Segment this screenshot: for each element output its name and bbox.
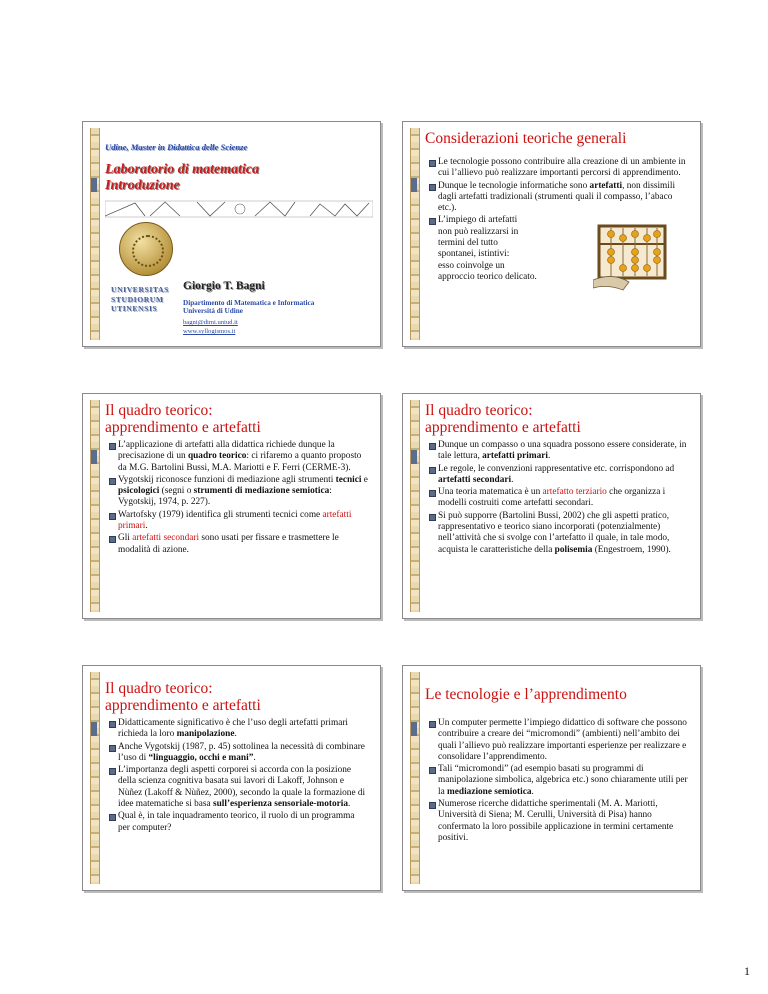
bullet-line: termini del tutto — [438, 238, 498, 249]
presentation-title — [105, 162, 259, 194]
bullet-item: Un computer permette l’impiego didattico di software che possono contribuire a creare dei “micromondi” (ambienti) nell’ambito dei quali l’allievo può realizzare importanti esperienze per realizzare e consolidare l’apprendimento. — [429, 718, 688, 763]
bullet-line: esso coinvolge un — [438, 260, 505, 271]
bullet-item: Didatticamente significativo è che l’uso degli artefatti primari richieda la loro manipolazione. — [109, 718, 368, 741]
univ-line-1: UNIVERSITAS — [111, 285, 169, 294]
slide-title: Il quadro teorico: apprendimento e artefatti — [425, 402, 581, 436]
bullet-list — [429, 440, 688, 557]
geometric-sketch-strip — [105, 200, 373, 218]
email-link[interactable]: bagni@dimi.uniud.it — [183, 319, 238, 326]
slide-considerazioni — [402, 121, 701, 347]
course-header: Udine, Master in Didattica delle Scienze — [105, 142, 248, 152]
page-number: 1 — [744, 964, 750, 978]
bullet-line: non può realizzarsi in — [438, 226, 519, 237]
title-line-1: Laboratorio di matematica — [105, 162, 259, 177]
bullet-item: L’applicazione di artefatti alla didattica richiede dunque la precisazione di un quadro teorico: ci rifaremo a quanto proposto da M.G. Bartolini Bussi, M.A. Mariotti e F. Ferri (CERME-3). — [109, 440, 368, 474]
bullet-item: Si può supporre (Bartolini Bussi, 2002) che gli aspetti pratico, rappresentativo e teorico siano incorporati (potenzialmente) nell’attività che si svolge con l’artefatto il quale, in tale modo, acquista le caratteristiche della polisemia (Engestroem, 1990). — [429, 511, 688, 556]
bullet-item: Una teoria matematica è un artefatto terziario che organizza i modelli costruiti come artefatti secondari. — [429, 487, 688, 510]
bullet-item: Dunque le tecnologie informatiche sono artefatti, non dissimili dagli artefatti tradizionali (strumenti quali il compasso, l’abaco etc.). — [429, 181, 688, 215]
website-link[interactable]: www.syllogismos.it — [183, 328, 236, 335]
bullet-list — [109, 440, 368, 557]
affiliation: Università di Udine — [183, 307, 243, 316]
bullet-item: Qual è, in tale inquadramento teorico, il ruolo di un programma per computer? — [109, 811, 368, 834]
bullet-line: L’impiego di artefatti — [438, 215, 518, 226]
slide-title: Le tecnologie e l’apprendimento — [425, 686, 627, 703]
slide-quadro-teorico-3 — [82, 665, 381, 891]
title-line-2: Introduzione — [105, 178, 180, 193]
slide-quadro-teorico-1 — [82, 393, 381, 619]
department-name: Dipartimento di Matematica e Informatica — [183, 299, 315, 307]
bullet-item: Vygotskij riconosce funzioni di mediazione agli strumenti tecnici e psicologici (segni o strumenti di mediazione semiotica: Vygotskij, 1974, p. 227). — [109, 475, 368, 509]
bullet-item: Tali “micromondi” (ad esempio basati su programmi di manipolazione simbolica, algebrica etc.) sono chiaramente utili per la mediazione semiotica. — [429, 764, 688, 798]
bullet-item: Wartofsky (1979) identifica gli strumenti tecnici come artefatti primari. — [109, 510, 368, 533]
department — [183, 299, 314, 315]
bullet-item: Anche Vygotskij (1987, p. 45) sottolinea la necessità di combinare l’uso di “linguaggio, occhi e mani”. — [109, 742, 368, 765]
bullet-item: Dunque un compasso o una squadra possono essere considerate, in tale lettura, artefatti primari. — [429, 440, 688, 463]
bullet-item: Le regole, le convenzioni rappresentative etc. corrispondono ad artefatti secondari. — [429, 464, 688, 487]
slide-title-card — [82, 121, 381, 347]
slide-quadro-teorico-2 — [402, 393, 701, 619]
bullet-line: approccio teorico delicato. — [438, 271, 537, 282]
bullet-item: Numerose ricerche didattiche sperimentali (M. A. Mariotti, Università di Siena; M. Cerulli, Università di Pisa) hanno confermato la loro possibile applicazione in termini certamente positivi. — [429, 799, 688, 844]
univ-line-2: STUDIORUM — [111, 294, 164, 304]
bullet-item: L’importanza degli aspetti corporei si accorda con la posizione della scienza cognitiva basata sui lavori di Lakoff, Johnson e Nùñez (Lakoff & Nùñez, 2000), secondo la quale la formazione di idee matematiche si basa sull’esperienza sensoriale-motoria. — [109, 765, 368, 810]
bullet-item: Le tecnologie possono contribuire alla creazione di un ambiente in cui l’allievo può realizzare importanti percorsi di apprendimento. — [429, 157, 688, 180]
slide-title: Il quadro teorico: apprendimento e artefatti — [105, 680, 261, 714]
slide-title: Considerazioni teoriche generali — [425, 130, 627, 147]
bullet-list — [429, 718, 688, 845]
bullet-item: Gli artefatti secondari sono usati per fissare e trasmettere le modalità di azione. — [109, 533, 368, 556]
slide-tecnologie — [402, 665, 701, 891]
slide-title: Il quadro teorico: apprendimento e artefatti — [105, 402, 261, 436]
university-name — [111, 285, 169, 314]
university-seal-icon — [119, 222, 173, 276]
abacus-icon — [593, 222, 673, 292]
bullet-line: spontanei, istintivi: — [438, 249, 510, 260]
author-name: Giorgio T. Bagni — [183, 280, 265, 292]
univ-line-3: UTINENSIS — [111, 304, 158, 313]
bullet-list — [109, 718, 368, 835]
